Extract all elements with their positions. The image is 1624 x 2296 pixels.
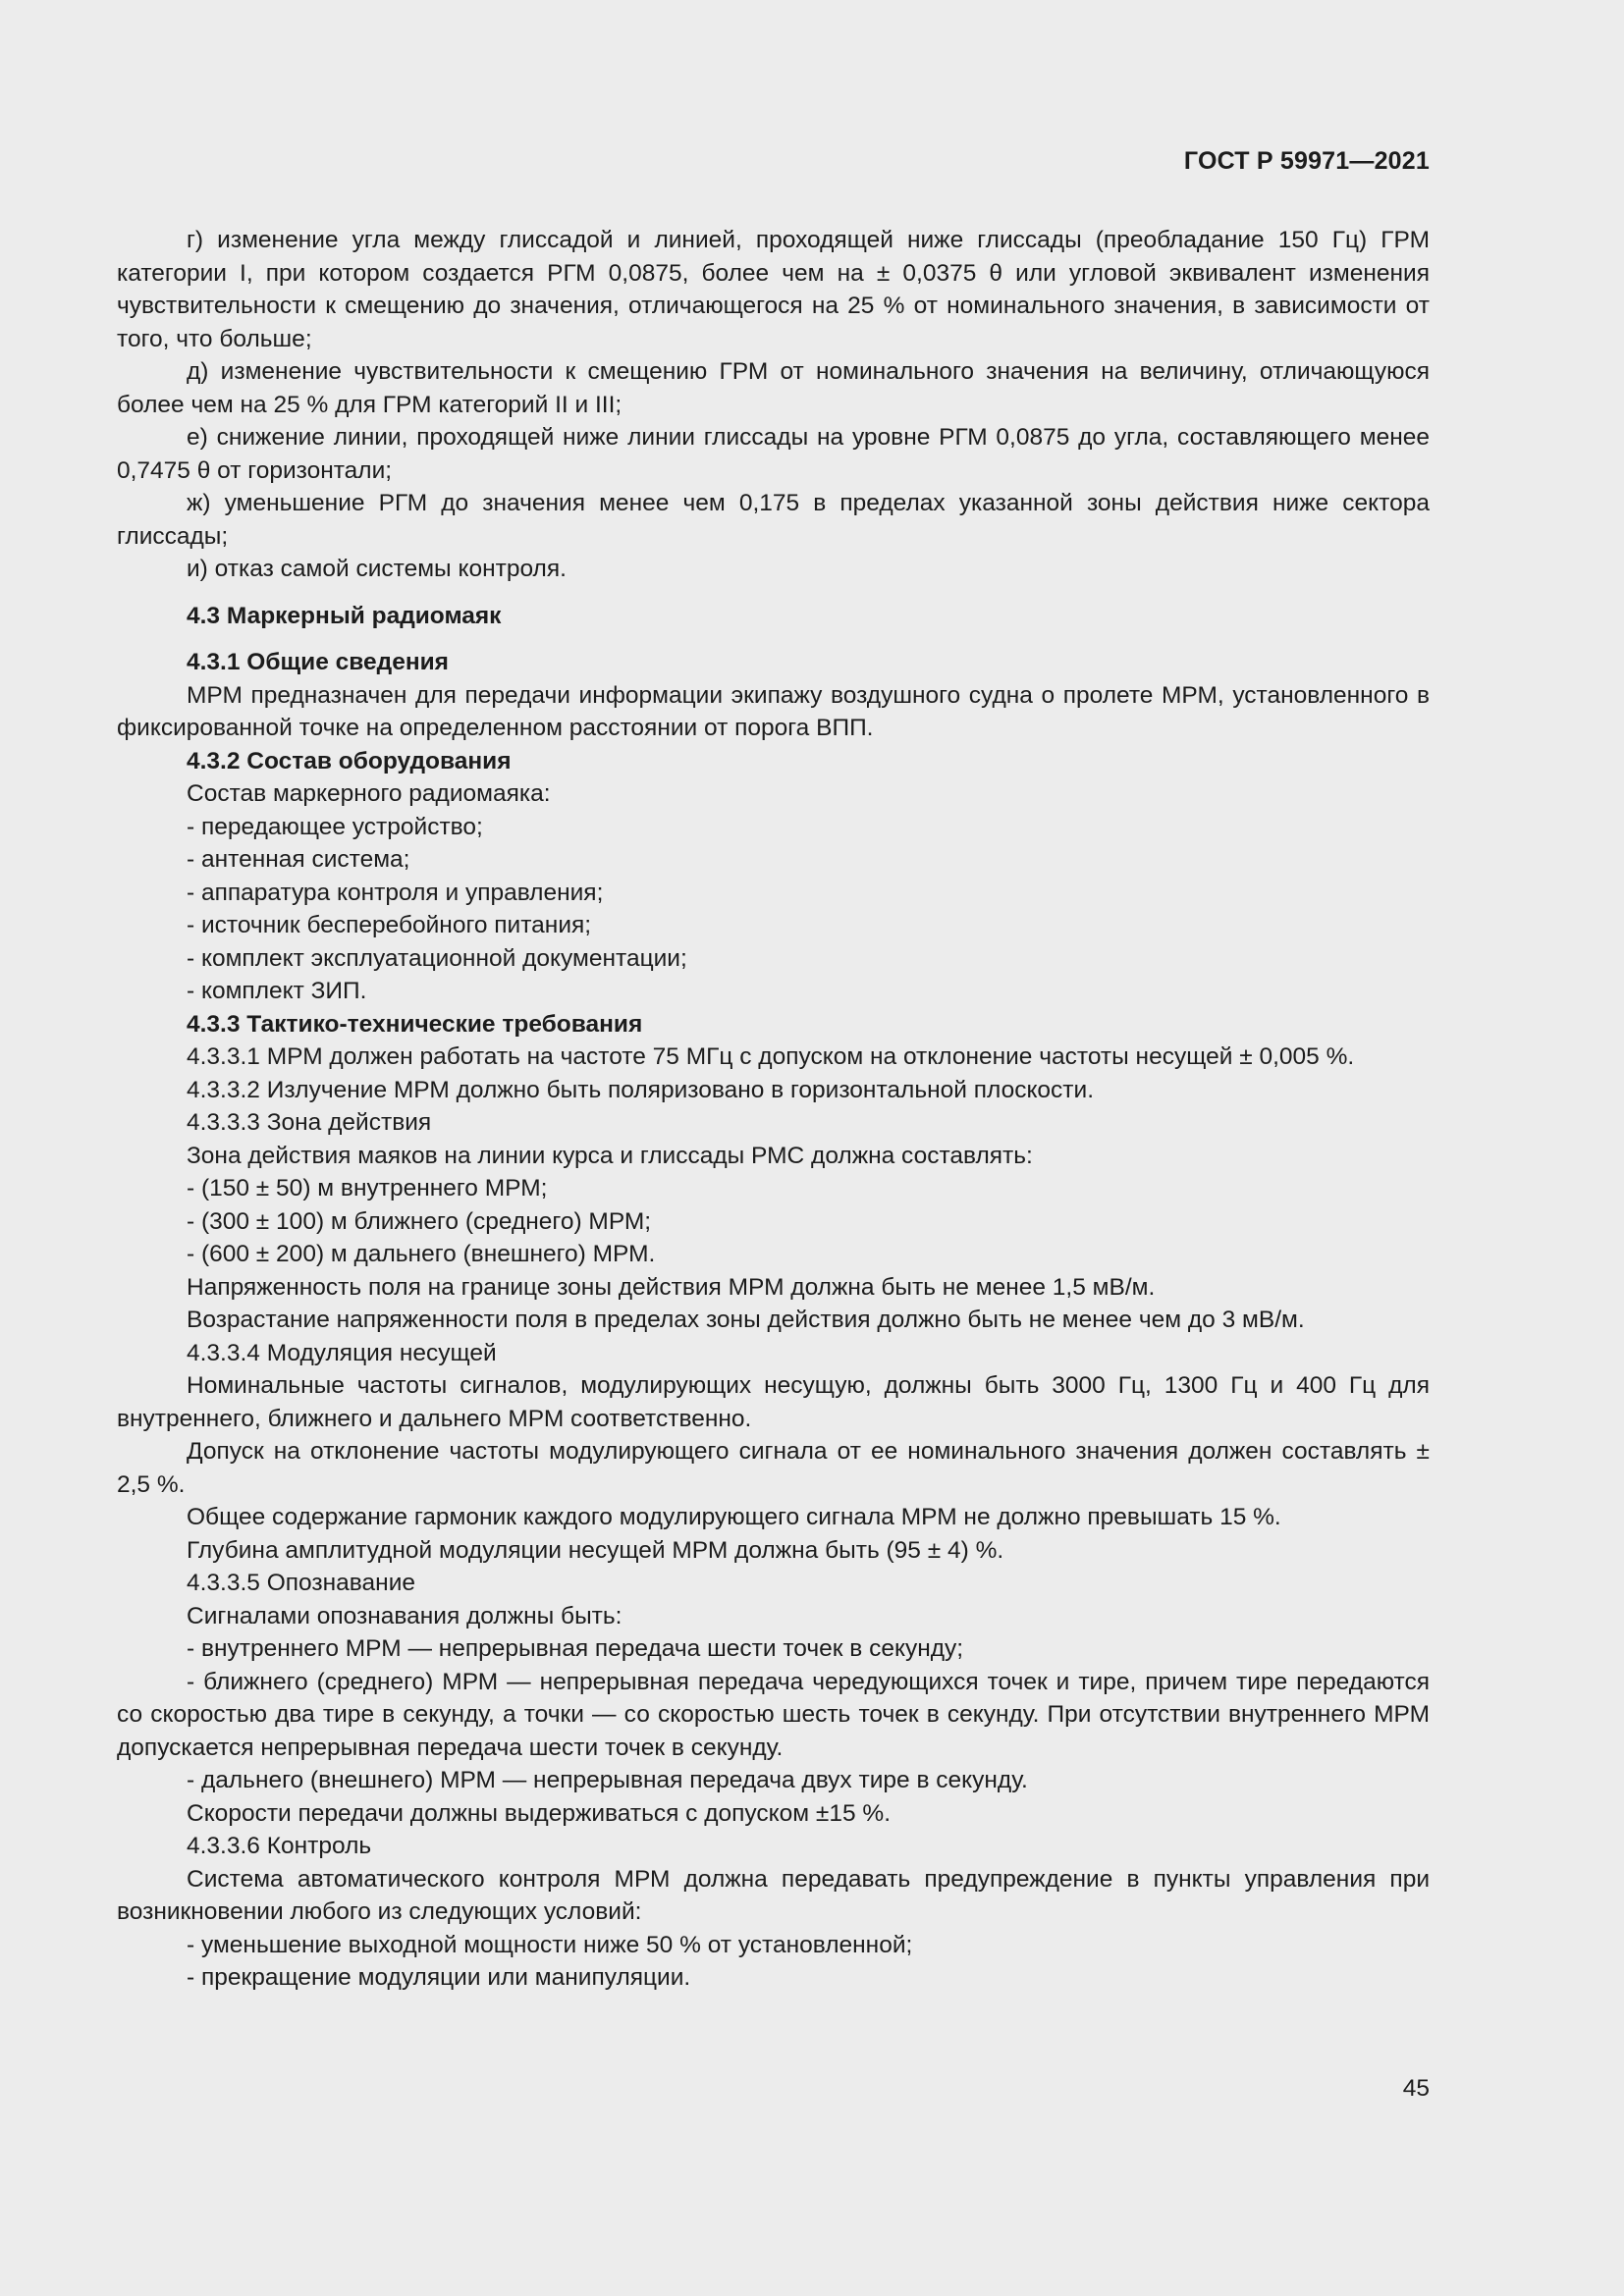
- paragraph-composition-intro: Состав маркерного радиомаяка:: [187, 780, 551, 807]
- list-item-inner-identification: - внутреннего МРМ — непрерывная передача шести точек в секунду;: [187, 1635, 964, 1662]
- paragraph-identification-intro: Сигналами опознавания должны быть:: [187, 1602, 623, 1629]
- paragraph-item-e: е) снижение линии, проходящей ниже линии глиссады на уровне РГМ 0,0875 до угла, составляющего менее 0,7475 θ от горизонтали;: [117, 424, 1430, 484]
- list-item-transmitter: - передающее устройство;: [187, 813, 483, 840]
- list-item-antenna: - антенная система;: [187, 846, 410, 873]
- document-code-header: ГОСТ Р 59971—2021: [1183, 147, 1430, 175]
- page-number: 45: [1402, 2075, 1430, 2102]
- list-item-outer-identification: - дальнего (внешнего) МРМ — непрерывная передача двух тире в секунду.: [187, 1767, 1028, 1793]
- paragraph-field-strength: Напряженность поля на границе зоны действия МРМ должна быть не менее 1,5 мВ/м.: [187, 1273, 1156, 1301]
- subsection-title-4-3-3-3: 4.3.3.3 Зона действия: [187, 1109, 432, 1136]
- paragraph-general-info: МРМ предназначен для передачи информации экипажу воздушного судна о пролете МРМ, установленного в фиксированной точке на определенном расстоянии от порога ВПП.: [117, 681, 1430, 741]
- list-item-middle-identification: - ближнего (среднего) МРМ — непрерывная передача чередующихся точек и тире, причем тире передаются со скоростью два тире в секунду, а точки — со скоростью шесть точек в секунду. При отсутствии внутреннего МРМ допускается непрерывная передача шести точек в секунду.: [117, 1668, 1430, 1761]
- section-heading-4-3-1: 4.3.1 Общие сведения: [187, 649, 449, 675]
- paragraph-monitoring-intro: Система автоматического контроля МРМ должна передавать предупреждение в пункты управления при возникновении любого из следующих условий:: [117, 1865, 1430, 1925]
- paragraph-4-3-3-2: 4.3.3.2 Излучение МРМ должно быть поляризовано в горизонтальной плоскости.: [187, 1076, 1095, 1103]
- list-item-ups: - источник бесперебойного питания;: [187, 912, 592, 938]
- section-heading-4-3-2: 4.3.2 Состав оборудования: [187, 747, 512, 774]
- section-heading-4-3: 4.3 Маркерный радиомаяк: [187, 602, 502, 629]
- paragraph-item-d: д) изменение чувствительности к смещению ГРМ от номинального значения на величину, отличающуюся более чем на 25 % для ГРМ категорий II и III;: [117, 358, 1430, 418]
- list-item-inner-marker: - (150 ± 50) м внутреннего МРМ;: [187, 1175, 548, 1201]
- paragraph-field-increase: Возрастание напряженности поля в пределах зоны действия должно быть не менее чем до 3 мВ/м.: [187, 1307, 1305, 1333]
- subsection-title-4-3-3-5: 4.3.3.5 Опознавание: [187, 1570, 416, 1596]
- list-item-outer-marker: - (600 ± 200) м дальнего (внешнего) МРМ.: [187, 1241, 656, 1267]
- paragraph-item-g: г) изменение угла между глиссадой и линией, проходящей ниже глиссады (преобладание 150 Гц) ГРМ категории I, при котором создается РГМ 0,0875, более чем на ± 0,0375 θ или угловой эквивалент изменения чувствительности к смещению до значения, отличающегося на 25 % от номинального значения, в зависимости от того, что больше;: [117, 227, 1430, 352]
- paragraph-nominal-frequencies: Номинальные частоты сигналов, модулирующих несущую, должны быть 3000 Гц, 1300 Гц и 400 Гц для внутреннего, ближнего и дальнего МРМ соответственно.: [117, 1372, 1430, 1432]
- paragraph-item-i: и) отказ самой системы контроля.: [187, 556, 567, 582]
- list-item-spare-parts: - комплект ЗИП.: [187, 978, 367, 1004]
- list-item-middle-marker: - (300 ± 100) м ближнего (среднего) МРМ;: [187, 1207, 652, 1235]
- paragraph-harmonics: Общее содержание гармоник каждого модулирующего сигнала МРМ не должно превышать 15 %.: [187, 1504, 1281, 1530]
- paragraph-item-zh: ж) уменьшение РГМ до значения менее чем 0,175 в пределах указанной зоны действия ниже сектора глиссады;: [117, 490, 1430, 550]
- subsection-title-4-3-3-6: 4.3.3.6 Контроль: [187, 1833, 372, 1859]
- paragraph-coverage-intro: Зона действия маяков на линии курса и глиссады РМС должна составлять:: [187, 1142, 1033, 1169]
- page-body: [117, 224, 1430, 1995]
- list-item-documentation: - комплект эксплуатационной документации;: [187, 944, 687, 972]
- list-item-power-reduction: - уменьшение выходной мощности ниже 50 % от установленной;: [187, 1931, 913, 1958]
- paragraph-transmission-rate: Скорости передачи должны выдерживаться с допуском ±15 %.: [187, 1799, 892, 1827]
- paragraph-4-3-3-1: 4.3.3.1 МРМ должен работать на частоте 75 МГц с допуском на отклонение частоты несущей ± 0,005 %.: [187, 1043, 1355, 1070]
- paragraph-modulation-depth: Глубина амплитудной модуляции несущей МРМ должна быть (95 ± 4) %.: [187, 1536, 1004, 1564]
- paragraph-frequency-tolerance: Допуск на отклонение частоты модулирующего сигнала от ее номинального значения должен составлять ± 2,5 %.: [117, 1438, 1430, 1498]
- section-heading-4-3-3: 4.3.3 Тактико-технические требования: [187, 1010, 643, 1038]
- list-item-modulation-loss: - прекращение модуляции или манипуляции.: [187, 1964, 691, 1991]
- list-item-control-equipment: - аппаратура контроля и управления;: [187, 879, 604, 906]
- subsection-title-4-3-3-4: 4.3.3.4 Модуляция несущей: [187, 1339, 497, 1366]
